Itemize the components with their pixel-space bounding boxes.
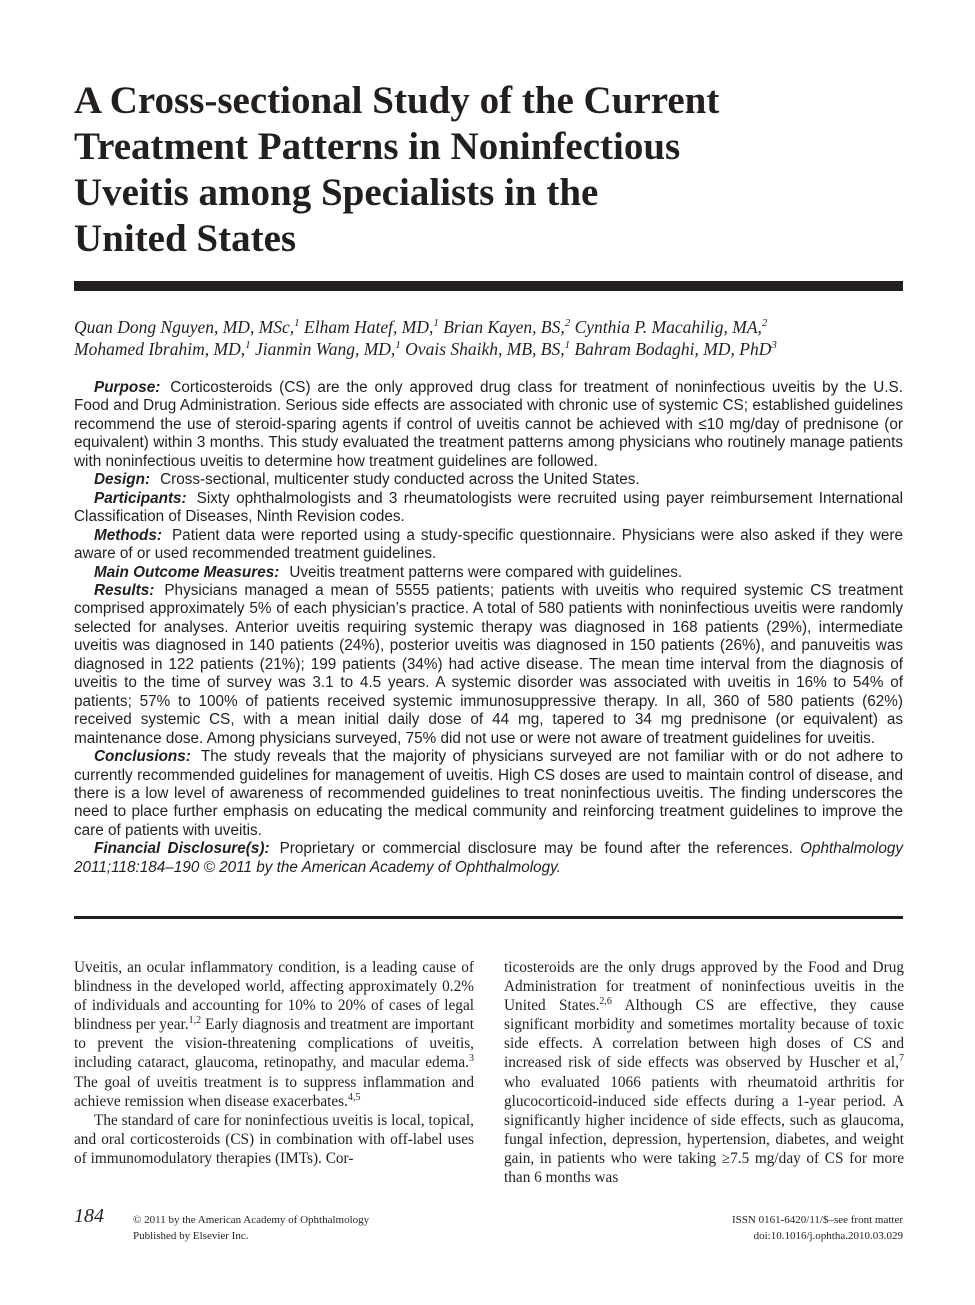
author-name: Brian Kayen, BS, <box>438 317 565 337</box>
affiliation-mark: 1 <box>294 317 300 330</box>
abstract-label: Methods: <box>94 526 162 544</box>
abstract-participants <box>74 490 903 527</box>
reference-link[interactable]: 7 <box>899 1053 904 1065</box>
abstract-divider <box>74 916 903 919</box>
abstract-label: Design: <box>94 471 151 489</box>
abstract <box>74 379 903 877</box>
title-line: Treatment Patterns in Noninfectious <box>74 125 681 168</box>
body-column-right <box>504 958 904 1187</box>
body-text: Although CS are effective, they cause significant morbidity and sometimes mortality because of toxic side effects. A correlation between high doses of CS and increased risk of side effects was observed by Huscher et al, <box>504 997 904 1072</box>
body-column-left <box>74 958 474 1168</box>
author-name: Jianmin Wang, MD, <box>250 339 396 359</box>
body-text: ticosteroids are the only drugs approved by the Food and Drug Administration for treatment of noninfectious uveitis in the United States. <box>504 959 904 1015</box>
affiliation-mark: 2 <box>761 317 768 330</box>
abstract-label: Main Outcome Measures: <box>94 563 280 581</box>
reference-link[interactable]: 4,5 <box>347 1091 361 1103</box>
footer-copyright <box>133 1212 369 1244</box>
author-name: Bahram Bodaghi, MD, PhD <box>570 339 772 359</box>
author-line <box>74 316 903 338</box>
footer-identifiers <box>732 1212 903 1244</box>
abstract-disclosure <box>74 840 903 877</box>
article-title <box>74 78 854 262</box>
affiliation-mark: 1 <box>245 339 251 352</box>
author-name: Elham Hatef, MD, <box>299 317 434 337</box>
body-text: Uveitis, an ocular inflammatory condition, is a leading cause of blindness in the developed world, affecting approximately 0.2% of individuals and accounting for 10% to 20% of cases of legal blindness per year. <box>74 959 474 1034</box>
reference-link[interactable]: 2,6 <box>599 996 612 1008</box>
body-text: The goal of uveitis treatment is to suppress inflammation and achieve remission when disease exacerbates. <box>74 1073 474 1110</box>
affiliation-mark: 1 <box>564 339 571 352</box>
reference-link[interactable]: 3 <box>469 1053 474 1065</box>
abstract-purpose <box>74 379 903 471</box>
abstract-text: Cross-sectional, multicenter study conducted across the United States. <box>160 471 640 489</box>
title-line: United States <box>74 217 297 260</box>
abstract-text: Sixty ophthalmologists and 3 rheumatologists were recruited using payer reimbursement International Classification of Diseases, Ninth Revision codes. <box>74 489 903 526</box>
journal-citation: Ophthalmology 2011;118:184–190 © 2011 by the American Academy of Ophthalmology. <box>74 840 904 876</box>
title-divider <box>74 281 903 291</box>
body-text: who evaluated 1066 patients with rheumatoid arthritis for glucocorticoid-induced side effects during a 1-year period. A significantly higher incidence of side effects, such as glaucoma, fungal infection, depression, hypertension, diabetes, and weight gain, in patients who were taking ≥7.5 mg/day of CS for more than 6 months was <box>504 1073 904 1187</box>
author-name: Mohamed Ibrahim, MD, <box>74 339 246 359</box>
body-paragraph <box>504 958 904 1187</box>
abstract-text: Patient data were reported using a study-specific questionnaire. Physicians were also asked if they were aware of or used recommended treatment guidelines. <box>74 526 903 563</box>
abstract-label: Results: <box>94 581 155 599</box>
abstract-label: Financial Disclosure(s): <box>94 840 270 858</box>
body-text: Early diagnosis and treatment are important to prevent the vision-threatening complications of uveitis, including cataract, glaucoma, retinopathy, and macular edema. <box>74 1016 475 1072</box>
author-name: Ovais Shaikh, MB, BS, <box>400 339 565 359</box>
abstract-text: Proprietary or commercial disclosure may be found after the references. <box>279 840 793 858</box>
body-paragraph <box>74 1111 474 1168</box>
title-line: Uveitis among Specialists in the <box>74 171 599 214</box>
author-name: Quan Dong Nguyen, MD, MSc, <box>74 317 295 337</box>
page-number: 184 <box>74 1205 104 1227</box>
affiliation-mark: 1 <box>433 317 439 330</box>
body-paragraph <box>74 958 474 1111</box>
title-line: A Cross-sectional Study of the Current <box>74 79 720 122</box>
body-text: The standard of care for noninfectious uveitis is local, topical, and oral corticosteroids (CS) in combination with off-label uses of immunomodulatory therapies (IMTs). Cor- <box>74 1111 474 1167</box>
abstract-design <box>74 471 903 489</box>
copyright-line: © 2011 by the American Academy of Ophthalmology <box>133 1214 370 1226</box>
publisher-line: Published by Elsevier Inc. <box>133 1230 249 1242</box>
abstract-outcome-measures <box>74 564 903 582</box>
affiliation-mark: 1 <box>395 339 401 352</box>
reference-link[interactable]: 1,2 <box>188 1015 202 1027</box>
abstract-label: Conclusions: <box>94 748 191 766</box>
abstract-label: Purpose: <box>94 379 161 396</box>
abstract-text: Corticosteroids (CS) are the only approved drug class for treatment of noninfectious uveitis by the U.S. Food and Drug Administration. Serious side effects are associated with chronic use of systemic CS; established guidelines recommend the use of steroid-sparing agents if control of uveitis cannot be achieved with ≤10 mg/day of prednisone (or equivalent) within 3 months. This study evaluated the treatment patterns among physicians who routinely manage patients with noninfectious uveitis to determine how treatment guidelines are followed. <box>74 379 903 470</box>
author-name: Cynthia P. Macahilig, MA, <box>570 317 762 337</box>
abstract-methods <box>74 527 903 564</box>
doi-line[interactable]: doi:10.1016/j.ophtha.2010.03.029 <box>753 1230 903 1242</box>
issn-line: ISSN 0161-6420/11/$–see front matter <box>732 1214 903 1226</box>
abstract-label: Participants: <box>94 489 187 507</box>
abstract-text: Uveitis treatment patterns were compared with guidelines. <box>289 563 683 581</box>
affiliation-mark: 3 <box>771 339 777 352</box>
abstract-text: Physicians managed a mean of 5555 patients; patients with uveitis who required systemic CS treatment comprised approximately 5% of each physician’s practice. A total of 580 patients with noninfectious uveitis were randomly selected for analyses. Anterior uveitis requiring systemic therapy was diagnosed in 168 patients (29%), intermediate uveitis was diagnosed in 140 patients (24%), posterior uveitis was diagnosed in 150 patients (26%), and panuveitis was diagnosed in 122 patients (21%); 199 patients (34%) had active disease. The mean time interval from the diagnosis of uveitis to the time of survey was 3.1 to 4.5 years. A systemic disorder was associated with uveitis in 16% to 54% of patients; 57% to 100% of patients received systemic immunosuppressive therapy. In all, 360 of 580 patients (62%) received systemic CS, with a mean initial daily dose of 44 mg, tapered to 34 mg prednisone (or equivalent) as maintenance dose. Among physicians surveyed, 75% did not use or were not aware of treatment guidelines for uveitis. <box>74 581 903 747</box>
abstract-text: The study reveals that the majority of physicians surveyed are not familiar with or do not adhere to currently recommended guidelines for management of uveitis. High CS doses are used to maintain control of disease, and there is a low level of awareness of recommended guidelines to treat noninfectious uveitis. The finding underscores the need to place further emphasis on educating the medical community and reinforcing treatment guidelines to improve the care of patients with uveitis. <box>74 748 903 839</box>
abstract-results <box>74 582 903 748</box>
author-list <box>74 316 903 360</box>
affiliation-mark: 2 <box>564 317 571 330</box>
author-line <box>74 338 903 360</box>
abstract-conclusions <box>74 748 903 840</box>
